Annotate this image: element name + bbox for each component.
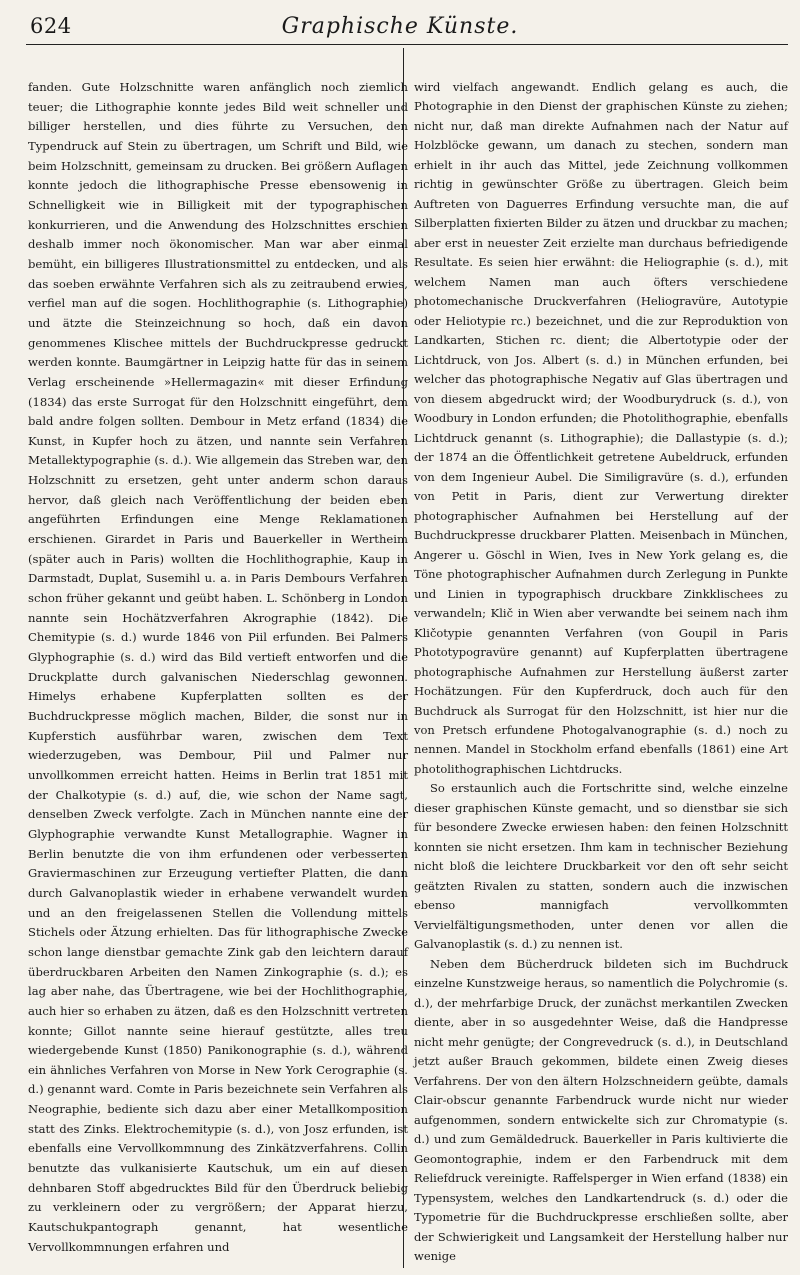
paragraph: Neben dem Bücherdruck bildeten sich im Buchdruck einzelne Kunstzweige heraus, so namentlich die Polychromie (s. d.), der mehrfarbige Druck, der zunächst merkantilen Zwecken diente, aber in so ausgedehnter Weise, daß die Handpresse nicht mehr genügte; der Congrevedruck (s. d.), in Deutschland jetzt außer Brauch gekommen, bildete einen Zweig dieses Verfahrens. Der von den ältern Holzschneidern geübte, damals Clair-obscur genannte Farbendruck wurde nicht nur wieder aufgenommen, sondern entwickelte sich zur Chromatypie (s. d.) und zum Gemäldedruck. Bauerkeller in Paris kultivierte die Geomontographie, indem er den Farbendruck mit dem Reliefdruck vereinigte. Raffelsperger in Wien erfand (1838) ein Typensystem, welches den Landkartendruck (s. d.) oder die Typometrie für die Buchdruckpresse erschließen sollte, aber der Schwierigkeit und Langsamkeit der Herstellung halber nur wenige xyxy=(414,956,788,1264)
paragraph: fanden. Gute Holzschnitte waren anfänglich noch ziemlich teuer; die Lithographie konnte jedes Bild weit schneller und billiger herstellen, und dies führte zu Versuchen, den Typendruck auf Stein zu übertragen, um Schrift und Bild, wie beim Holzschnitt, gemeinsam zu drucken. Bei größern Auflagen konnte jedoch die lithographische Presse ebensowenig in Schnelligkeit wie in Billigkeit mit der typographischen konkurrieren, und die Anwendung des Holzschnittes erschien deshalb immer noch ökonomischer. Man war aber einmal bemüht, ein billigeres Illustrationsmittel zu entdecken, und als das soeben erwähnte Verfahren sich als zu zeitraubend erwies, verfiel man auf die sogen. Hochlithographie (s. Lithographie) und ätzte die Steinzeichnung so hoch, daß ein davon genommenes Klischee mittels der Buchdruckpresse gedruckt werden konnte. Baumgärtner in Leipzig hatte für das in seinem Verlag erscheinende »Hellermagazin« mit dieser Erfindung (1834) das erste Surrogat für den Holzschnitt eingeführt, dem bald andre folgen sollten. Dembour in Metz erfand (1834) die Kunst, in Kupfer hoch zu ätzen, und nannte sein Verfahren Metallektypographie (s. d.). Wie allgemein das Streben war, den Holzschnitt zu ersetzen, geht unter anderm schon daraus hervor, daß gleich nach Veröffentlichung der beiden eben angeführten Erfindungen eine Menge Reklamationen erschienen. Girardet in Paris und Bauerkeller in Wertheim (später auch in Paris) wollten die Hochlithographie, Kaup in Darmstadt, Duplat, Susemihl u. a. in Paris Dembours Verfahren schon früher gekannt und geübt haben. L. Schönberg in London nannte sein Hochätzverfahren Akrographie (1842). Die Chemitypie (s. d.) wurde 1846 von Piil erfunden. Bei Palmers Glyphographie (s. d.) wird das Bild vertieft entworfen und die Druckplatte durch galvanischen Niederschlag gewonnen. Himelys erhabene Kupferplatten sollten es der Buchdruckpresse möglich machen, Bilder, die sonst nur in Kupferstich ausführbar waren, zwischen dem Text wiederzugeben, was Dembour, Piil und Palmer nur unvollkommen erreicht hatten. Heims in Berlin trat 1851 mit der Chalkotypie (s. d.) auf, die, wie schon der Name sagt, denselben Zweck verfolgte. Zach in München nannte eine der Glyphographie verwandte Kunst Metallographie. Wagner in Berlin benutzte die von ihm erfundenen oder verbesserten Graviermaschinen zur Erzeugung vertiefter Platten, die dann durch Galvanoplastik wieder in erhabene verwandelt wurden und an den freigelassenen Stellen die Vollendung mittels Stichels oder Ätzung erhielten. Das für lithographische Zwecke schon lange dienstbar gemachte Zink gab den leichtern darauf überdruckbaren Arbeiten den Namen Zinkographie (s. d.); es lag aber nahe, das Übertragene, wie bei der Hochlithographie, auch hier so erhaben zu ätzen, daß es den Holzschnitt vertreten konnte; Gillot nannte seine hierauf gestützte, alles treu wiedergebende Kunst (1850) Panikonographie (s. d.), während ein ähnliches Verfahren von Morse in New York Cerographie (s. d.) genannt ward. Comte in Paris bezeichnete sein Verfahren als Neographie, bediente sich dazu aber einer Metallkomposition statt des Zinks. Elektrochemitypie (s. d.), von Josz erfunden, ist ebenfalls eine Vervollkommnung des Zinkätzverfahrens. Collin benutzte das vulkanisierte Kautschuk, um ein auf diesen dehnbaren Stoff abgedrucktes Bild für den Überdruck beliebig zu verkleinern oder zu vergrößern; der Apparat hierzu, Kautschukpantograph genannt, hat wesentliche Vervollkommnungen erfahren und xyxy=(28,80,408,1254)
page-number: 624 xyxy=(30,14,72,38)
page-header xyxy=(14,6,786,44)
left-column xyxy=(28,78,408,1257)
paragraph: wird vielfach angewandt. Endlich gelang es auch, die Photographie in den Dienst der graphischen Künste zu ziehen; nicht nur, daß man direkte Aufnahmen nach der Natur auf Holzblöcke gewann, um danach zu stechen, sondern man erhielt in ihr auch das Mittel, jede Zeichnung vollkommen richtig in gewünschter Größe zu übertragen. Gleich beim Auftreten von Daguerres Erfindung versuchte man, die auf Silberplatten fixierten Bilder zu ätzen und druckbar zu machen; aber erst in neuester Zeit erzielte man durchaus befriedigende Resultate. Es seien hier erwähnt: die Heliographie (s. d.), mit welchem Namen man auch öfters verschiedene photomechanische Druckverfahren (Heliogravüre, Autotypie oder Heliotypie rc.) bezeichnet, und die zur Reproduktion von Landkarten, Stichen rc. dient; die Albertotypie oder der Lichtdruck, von Jos. Albert (s. d.) in München erfunden, bei welcher das photographische Negativ auf Glas übertragen und von diesem abgedruckt wird; der Woodburydruck (s. d.), von Woodbury in London erfunden; die Photolithographie, ebenfalls Lichtdruck genannt (s. Lithographie); die Dallastypie (s. d.); der 1874 an die Öffentlichkeit getretene Aubeldruck, erfunden von dem Ingenieur Aubel. Die Similigravüre (s. d.), erfunden von Petit in Paris, dient zur Verwertung direkter photographischer Aufnahmen bei Herstellung auf der Buchdruckpresse druckbarer Platten. Meisenbach in München, Angerer u. Göschl in Wien, Ives in New York gelang es, die Töne photographischer Aufnahmen durch Zerlegung in Punkte und Linien in typographisch druckbare Zinkklischees zu verwandeln; Klič in Wien aber verwandte bei seinem nach ihm Kličotypie genannten Verfahren (von Goupil in Paris Phototypogravüre genannt) auf Kupferplatten übertragene photographische Aufnahmen zur Herstellung äußerst zarter Hochätzungen. Für den Kupferdruck, doch auch für den Buchdruck als Surrogat für den Holzschnitt, ist hier nur die von Pretsch erfundene Photogalvanographie (s. d.) noch zu nennen. Mandel in Stockholm erfand ebenfalls (1861) eine Art photolithographischen Lichtdrucks. xyxy=(414,80,788,776)
header-rule xyxy=(26,44,788,45)
right-column xyxy=(414,78,788,1267)
paragraph: So erstaunlich auch die Fortschritte sind, welche einzelne dieser graphischen Künste gemacht, und so dienstbar sie sich für besondere Zwecke erwiesen haben: den feinen Holzschnitt konnten sie nicht ersetzen. Ihm kam in technischer Beziehung nicht bloß die leichtere Druckbarkeit vor den oft sehr seicht geätzten Rivalen zu statten, sondern auch die inzwischen ebenso mannigfach vervollkommten Vervielfältigungsmethoden, unter denen vor allen die Galvanoplastik (s. d.) zu nennen ist. xyxy=(414,781,788,952)
running-title: Graphische Künste. xyxy=(281,14,519,39)
